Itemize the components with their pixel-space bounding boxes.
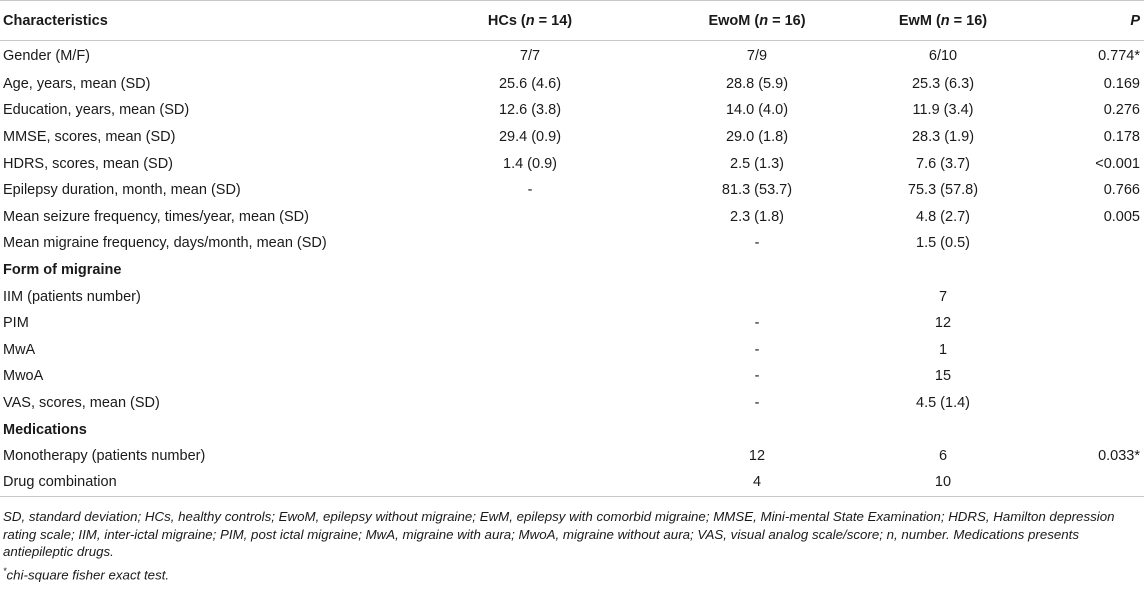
table-row	[0, 283, 1144, 310]
cell-label: MwoA	[3, 368, 44, 385]
cell-label: Mean migraine frequency, days/month, mean (SD)	[3, 235, 327, 252]
cell-p	[1044, 230, 1144, 257]
header-ewm-n: (n = 16)	[935, 12, 988, 29]
header-ewom-n: (n = 16)	[754, 12, 806, 29]
footnote	[3, 563, 1141, 584]
cell-p: 0.033*	[1098, 448, 1140, 465]
cell-hcs: 12.6 (3.8)	[498, 102, 562, 119]
header-hcs-n: (n = 14)	[520, 12, 573, 29]
cell-ewom: 4	[672, 469, 842, 496]
cell-ewm: 6/10	[928, 47, 958, 64]
cell-label: MMSE, scores, mean (SD)	[3, 128, 176, 145]
cell-ewom: -	[754, 368, 760, 385]
cell-ewm: 7	[938, 288, 948, 305]
cell-ewm: 75.3 (57.8)	[907, 182, 979, 199]
cell-label: Medications	[3, 421, 87, 438]
table-row	[0, 310, 1144, 337]
cell-ewom: 14.0 (4.0)	[725, 102, 789, 119]
cell-hcs	[388, 363, 672, 390]
cell-label: Mean seizure frequency, times/year, mean (SD)	[3, 208, 309, 225]
table-row	[0, 41, 1144, 71]
cell-label: Form of migraine	[3, 261, 122, 278]
cell-ewom: 2.5 (1.3)	[730, 155, 784, 172]
cell-ewom: -	[754, 235, 760, 252]
header-characteristics: Characteristics	[0, 1, 388, 41]
table-row	[0, 336, 1144, 363]
cell-ewm: 15	[934, 368, 952, 385]
cell-hcs	[388, 203, 672, 230]
cell-p	[1044, 363, 1144, 390]
cell-hcs: 7/7	[519, 47, 541, 64]
abbreviations-note: SD, standard deviation; HCs, healthy controls; EwoM, epilepsy without migraine; EwM, epilepsy with comorbid migraine; MMSE, Mini-mental State Examination; HDRS, Hamilton depression rating scale; IIM, inter-ictal migraine; PIM, post ictal migraine; MwA, migraine with aura; MwoA, migraine without aura; VAS, visual analog scale/score; n, number. Medications presents antiepileptic drugs.	[3, 509, 1115, 560]
cell-label: MwA	[3, 341, 36, 358]
cell-p: <0.001	[1095, 155, 1140, 172]
header-p	[1044, 1, 1144, 41]
table-notes	[3, 508, 1141, 584]
header-ewm	[842, 1, 1044, 41]
cell-hcs	[388, 257, 672, 284]
cell-p: 0.766	[1103, 182, 1140, 199]
cell-hcs	[388, 469, 672, 496]
cell-ewom: 29.0 (1.8)	[725, 128, 789, 145]
cell-hcs: 29.4 (0.9)	[498, 128, 562, 145]
cell-p	[1044, 469, 1144, 496]
cell-hcs: 25.6 (4.6)	[498, 75, 562, 92]
cell-ewm: 1.5 (0.5)	[916, 235, 970, 252]
cell-hcs	[388, 336, 672, 363]
cell-label: Monotherapy (patients number)	[3, 448, 206, 465]
table-row	[0, 443, 1144, 470]
cell-ewm: 4.5 (1.4)	[916, 394, 970, 411]
cell-ewom: -	[754, 341, 760, 358]
cell-label: HDRS, scores, mean (SD)	[3, 155, 174, 172]
cell-ewm: 4.8 (2.7)	[916, 208, 970, 225]
table-row	[0, 177, 1144, 204]
cell-ewom	[672, 257, 842, 284]
cell-hcs	[388, 310, 672, 337]
cell-ewm: 25.3 (6.3)	[911, 75, 975, 92]
cell-label: Epilepsy duration, month, mean (SD)	[3, 182, 241, 199]
cell-label: Gender (M/F)	[3, 47, 91, 64]
cell-p	[1044, 257, 1144, 284]
cell-label: VAS, scores, mean (SD)	[3, 394, 160, 411]
cell-ewm: 11.9 (3.4)	[912, 102, 974, 119]
header-ewm-name: EwM	[898, 12, 932, 29]
cell-ewom: -	[754, 394, 760, 411]
header-p-label: P	[1130, 12, 1140, 29]
cell-ewom: 28.8 (5.9)	[725, 75, 789, 92]
cell-ewom: 12	[748, 448, 766, 465]
cell-p	[1044, 390, 1144, 417]
cell-p: 0.276	[1103, 102, 1140, 119]
cell-hcs	[388, 230, 672, 257]
cell-p	[1044, 310, 1144, 337]
header-row	[0, 1, 1144, 41]
table-body	[0, 41, 1144, 497]
cell-p: 0.774*	[1098, 47, 1140, 64]
cell-ewom	[672, 416, 842, 443]
cell-ewom: 2.3 (1.8)	[730, 208, 784, 225]
table-row	[0, 124, 1144, 151]
section-row	[0, 257, 1144, 284]
cell-ewom: 7/9	[746, 47, 768, 64]
cell-ewm: 10	[842, 469, 1044, 496]
cell-hcs: -	[527, 182, 533, 199]
cell-hcs	[388, 283, 672, 310]
cell-ewom	[672, 283, 842, 310]
table-row	[0, 150, 1144, 177]
header-hcs	[388, 1, 672, 41]
cell-ewm: 6	[938, 448, 948, 465]
table-row	[0, 203, 1144, 230]
cell-label: Drug combination	[0, 469, 388, 496]
header-ewom-name: EwoM	[708, 12, 751, 29]
cell-p: 0.178	[1103, 128, 1140, 145]
table-row	[0, 97, 1144, 124]
header-ewom	[672, 1, 842, 41]
section-row	[0, 416, 1144, 443]
cell-p	[1044, 416, 1144, 443]
cell-label: PIM	[3, 315, 29, 332]
table-row	[0, 71, 1144, 98]
cell-ewm	[842, 416, 1044, 443]
table-row	[0, 469, 1144, 496]
cell-hcs	[388, 416, 672, 443]
cell-ewom: 81.3 (53.7)	[721, 182, 793, 199]
cell-ewm: 28.3 (1.9)	[911, 128, 975, 145]
cell-label: Education, years, mean (SD)	[3, 102, 190, 119]
table-row	[0, 230, 1144, 257]
cell-ewm: 12	[934, 315, 952, 332]
cell-p: 0.005	[1103, 208, 1140, 225]
cell-p	[1044, 283, 1144, 310]
cell-label: IIM (patients number)	[3, 288, 141, 305]
cell-hcs	[388, 443, 672, 470]
header-hcs-name: HCs	[487, 12, 517, 29]
cell-ewom: -	[754, 315, 760, 332]
table-row	[0, 363, 1144, 390]
footnote-text: chi-square fisher exact test.	[6, 567, 170, 583]
cell-ewm: 1	[938, 341, 948, 358]
cell-ewm: 7.6 (3.7)	[916, 155, 970, 172]
table-row	[0, 390, 1144, 417]
cell-p: 0.169	[1103, 75, 1140, 92]
cell-ewm	[842, 257, 1044, 284]
footnote-mark: *	[3, 565, 7, 576]
cell-label: Age, years, mean (SD)	[3, 75, 151, 92]
table-header	[0, 1, 1144, 41]
cell-hcs	[388, 390, 672, 417]
cell-p	[1044, 336, 1144, 363]
cell-hcs: 1.4 (0.9)	[503, 155, 557, 172]
